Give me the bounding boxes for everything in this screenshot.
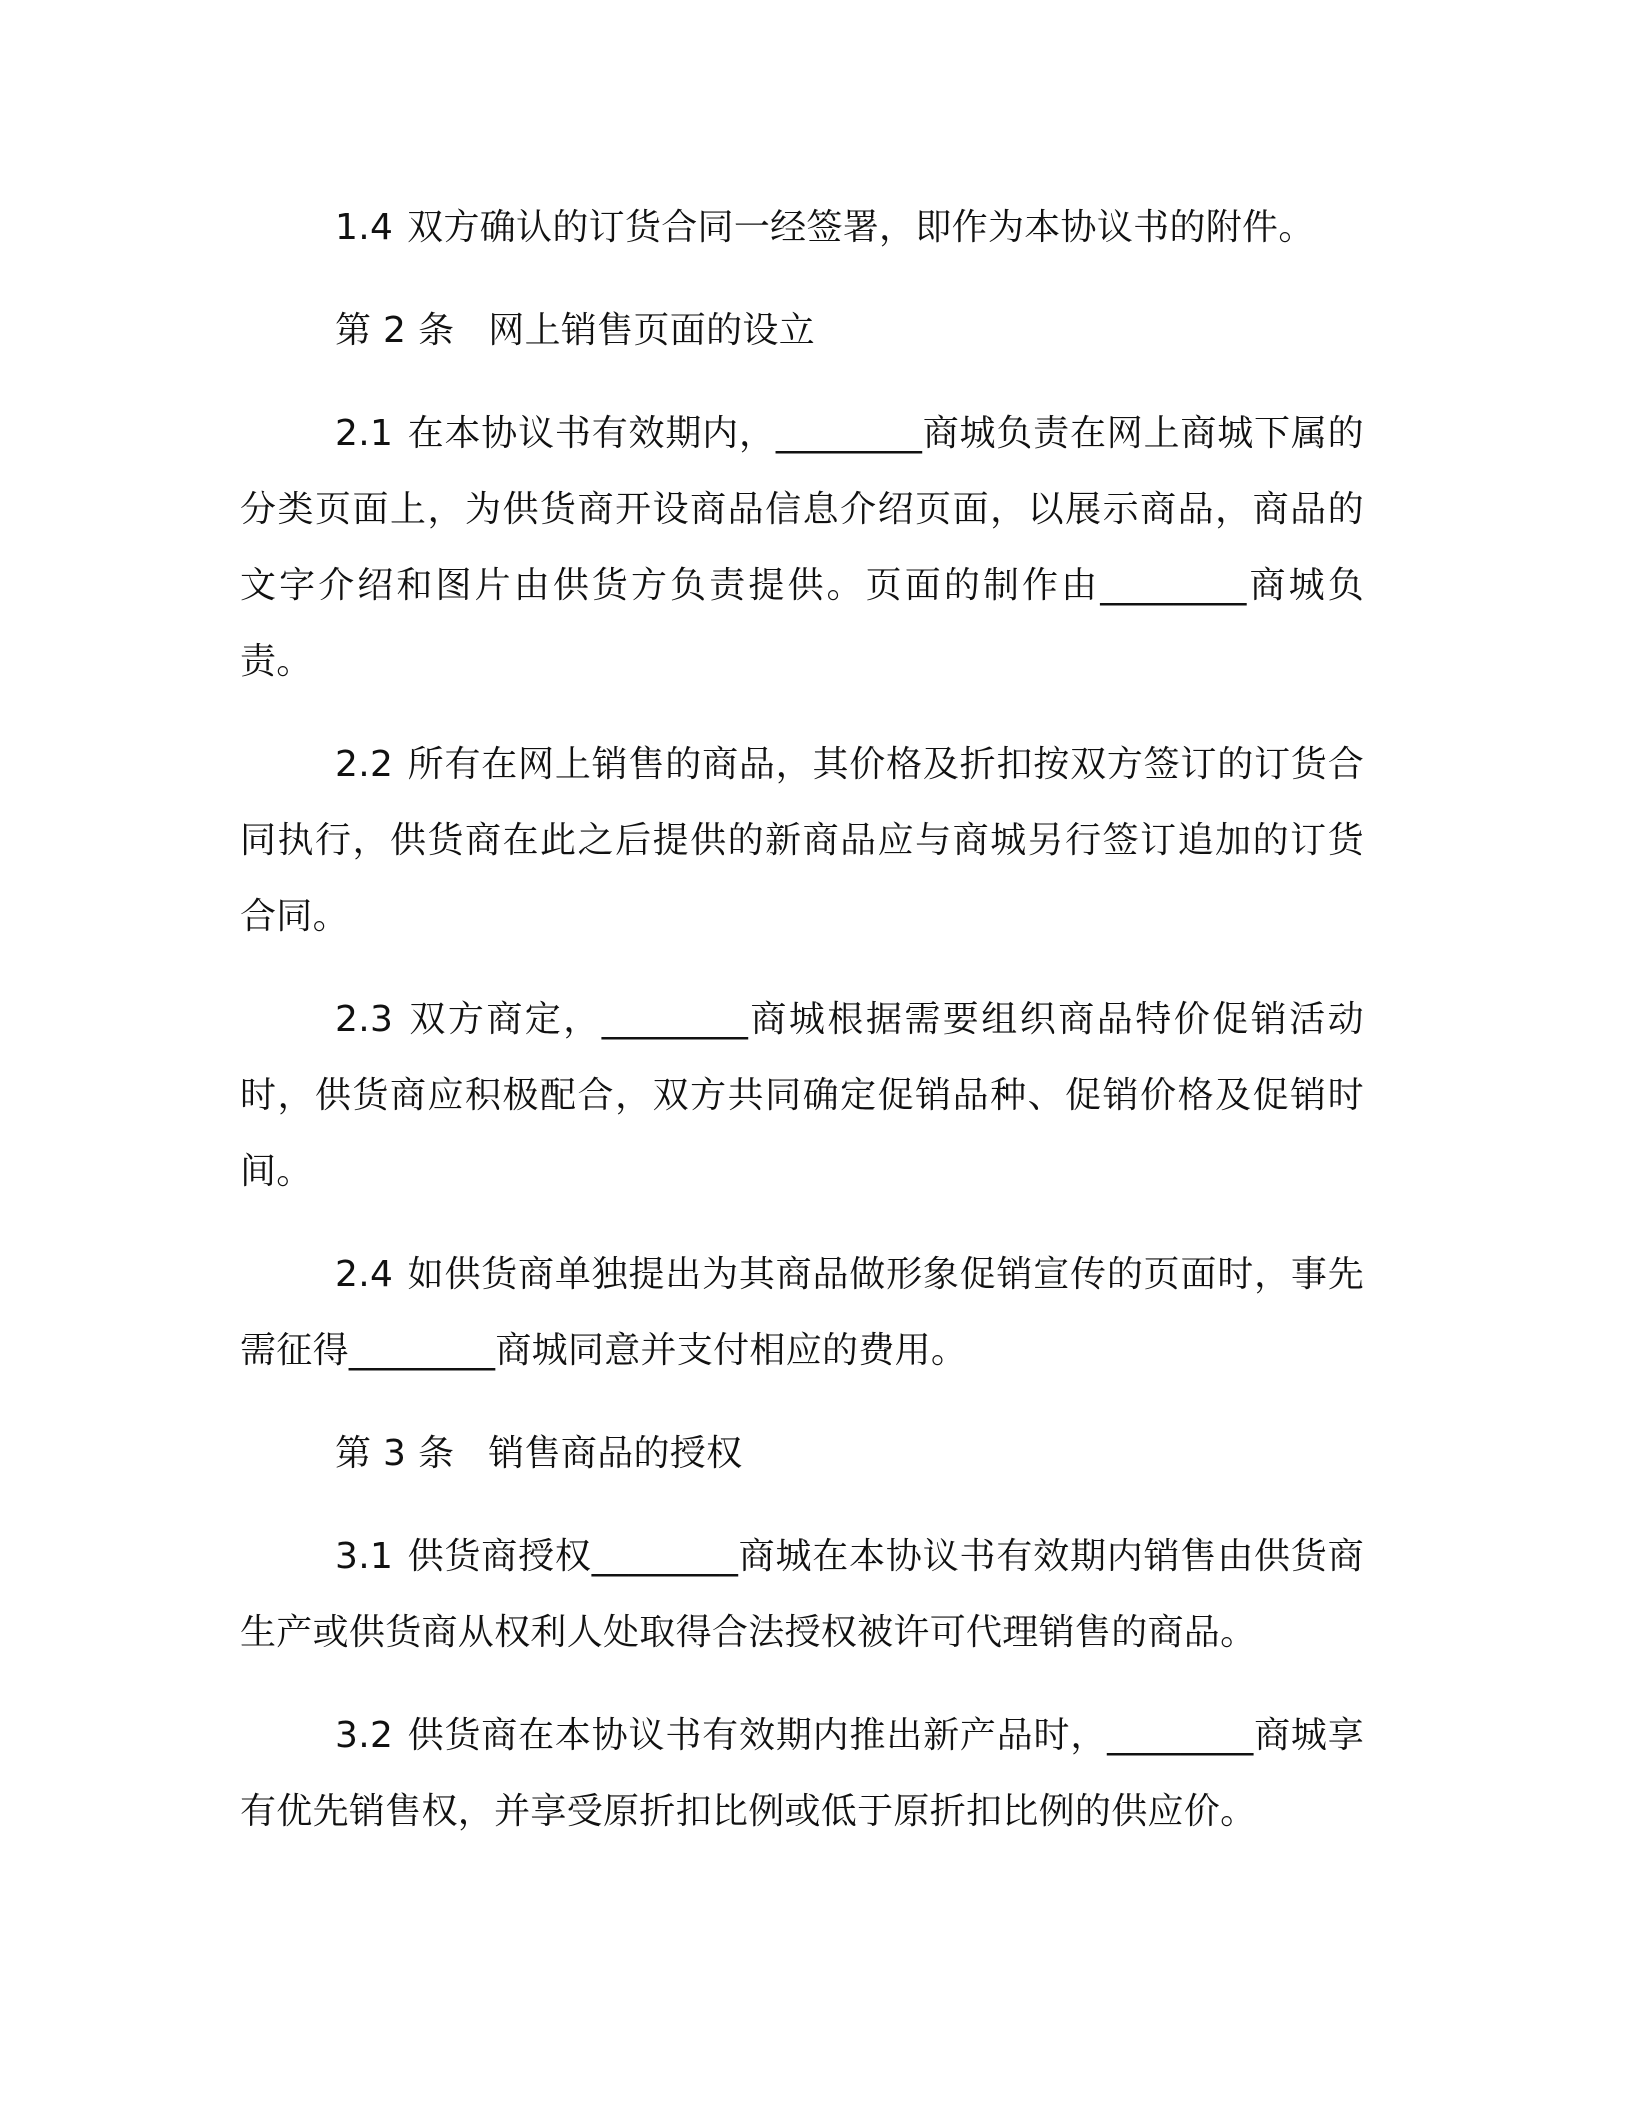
fill-in-blank: ________ [1100,565,1247,606]
clause-number: 3.2 [335,1715,394,1756]
fill-in-blank: ________ [1107,1715,1254,1756]
clause-2-1 [240,396,1364,700]
clause-text: 商城根据需要组织商品特价促销活动时，供货商应积极配合，双方共同确定促销品种、促销价格及促销时间。 [240,999,1364,1192]
fill-in-blank: ________ [601,999,749,1040]
clause-text: 双方商定， [407,999,602,1040]
fill-in-blank: ________ [348,1330,496,1371]
fill-in-blank: ________ [591,1536,739,1577]
article-number: 第 3 条 [335,1433,455,1474]
clause-text: 商城负责。 [240,565,1364,682]
article-3-heading [240,1416,1364,1492]
clause-number: 2.2 [335,744,394,785]
fill-in-blank: ________ [775,413,923,454]
clause-text: 所有在网上销售的商品，其价格及折扣按双方签订的订货合同执行，供货商在此之后提供的新商品应与商城另行签订追加的订货合同。 [240,744,1364,937]
article-title: 网上销售页面的设立 [488,310,815,351]
article-2-heading [240,293,1364,369]
clause-text: 供货商授权 [407,1536,592,1577]
clause-number: 1.4 [335,207,394,248]
clause-2-2 [240,727,1364,955]
clause-text: 商城同意并支付相应的费用。 [495,1330,968,1371]
clause-number: 2.1 [335,413,394,454]
clause-3-2 [240,1698,1364,1850]
clause-text: 商城享有优先销售权，并享受原折扣比例或低于原折扣比例的供应价。 [240,1715,1365,1832]
article-number: 第 2 条 [335,310,455,351]
clause-1-4 [240,190,1364,266]
clause-number: 2.3 [335,999,394,1040]
clause-text: 如供货商单独提出为其商品做形象促销宣传的页面时，事先需征得 [240,1254,1364,1371]
clause-text: 商城在本协议书有效期内销售由供货商生产或供货商从权利人处取得合法授权被许可代理销售的商品。 [240,1536,1364,1653]
clause-number: 2.4 [335,1254,394,1295]
clause-text: 供货商在本协议书有效期内推出新产品时， [407,1715,1108,1756]
clause-2-4 [240,1237,1364,1389]
clause-text: 双方确认的订货合同一经签署，即作为本协议书的附件。 [407,207,1315,248]
document-body [240,190,1364,1877]
clause-3-1 [240,1519,1364,1671]
clause-number: 3.1 [335,1536,394,1577]
clause-text: 商城负责在网上商城下属的分类页面上，为供货商开设商品信息介绍页面，以展示商品，商品的文字介绍和图片由供货方负责提供。页面的制作由 [240,413,1364,606]
clause-text: 在本协议书有效期内， [407,413,776,454]
clause-2-3 [240,982,1364,1210]
article-title: 销售商品的授权 [488,1433,743,1474]
